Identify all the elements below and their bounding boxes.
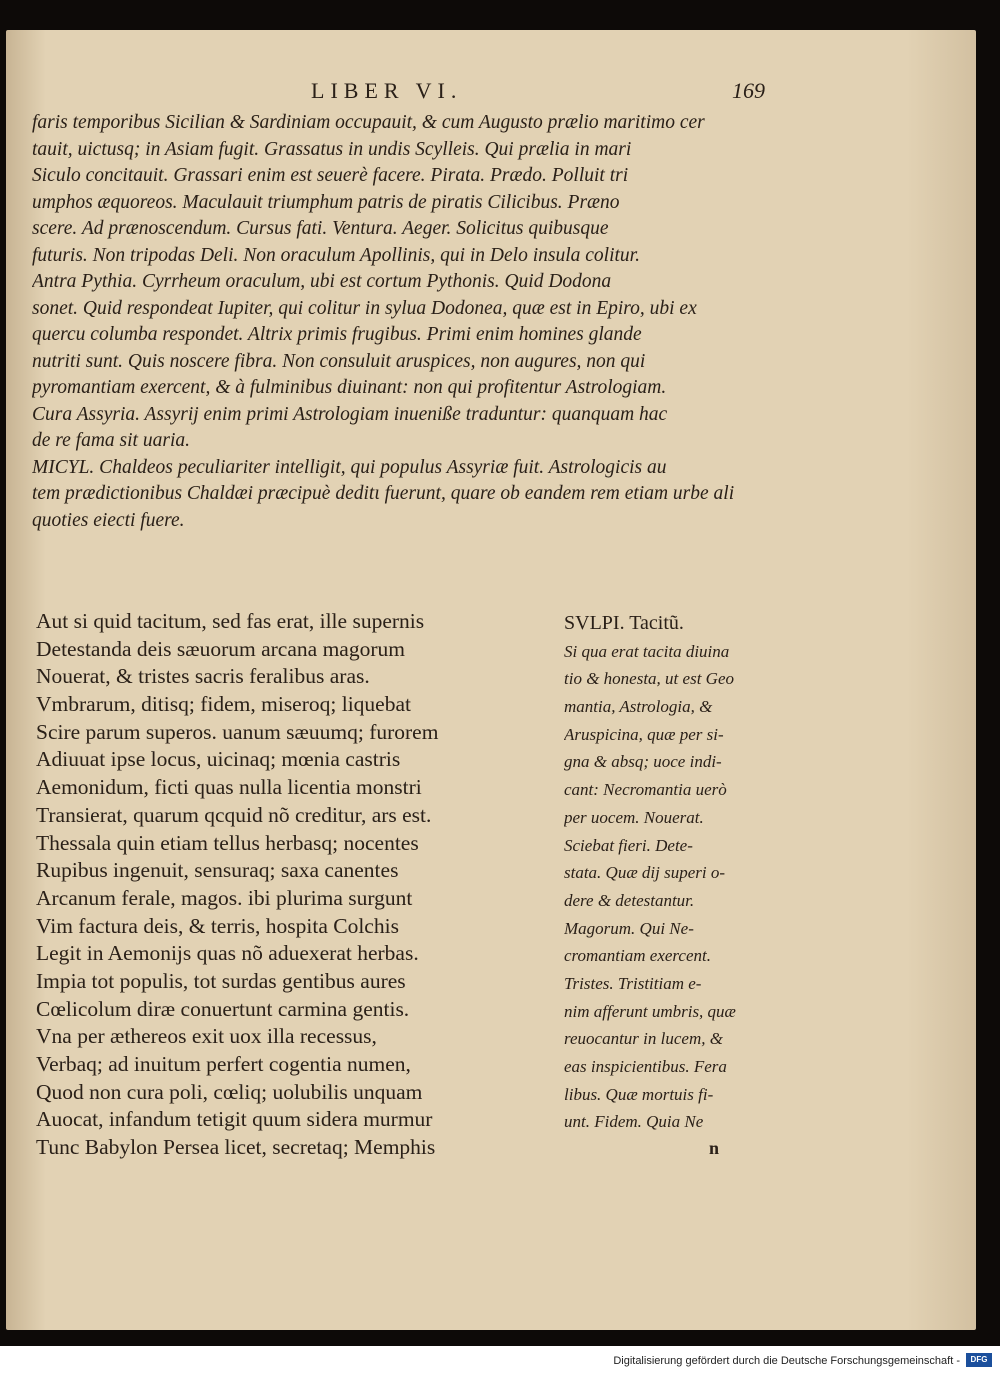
catchword: n bbox=[709, 1138, 720, 1158]
gloss-line: eas inspicientibus. Fera bbox=[564, 1057, 727, 1076]
verse-line: Vim factura deis, & terris, hospita Colchis bbox=[36, 913, 399, 938]
verse-column bbox=[36, 608, 556, 1162]
gloss-line: libus. Quæ mortuis fi- bbox=[564, 1084, 714, 1104]
commentary-block bbox=[32, 110, 782, 534]
commentary-line: Siculo concitauit. Grassari enim est seuerè facere. Pirata. Prædo. Polluit tri bbox=[32, 165, 629, 186]
gloss-line: cant: Necromantia uerò bbox=[564, 780, 727, 800]
verse-line: Vmbrarum, ditisq; fidem, miseroq; liquebat bbox=[36, 692, 411, 717]
gloss-line: Aruspicina, quæ per si- bbox=[564, 724, 724, 744]
commentary-line: futuris. Non tripodas Deli. Non oraculum Apollinis, qui in Delo insula colitur. bbox=[32, 244, 640, 266]
gloss-line: mantia, Astrologia, & bbox=[564, 697, 713, 717]
verse-line: Impia tot populis, tot surdas gentibus aures bbox=[36, 968, 406, 993]
commentary-line: umphos æquoreos. Maculauit triumphum patris de piratis Cilicibus. Præno bbox=[32, 191, 620, 213]
gloss-line: Magorum. Qui Ne- bbox=[564, 918, 694, 938]
gloss-line: stata. Quæ dij superi o- bbox=[564, 863, 726, 883]
commentary-line: nutriti sunt. Quis noscere fibra. Non consuluit aruspices, non augures, non qui bbox=[32, 350, 646, 372]
commentary-line: Cura Assyria. Assyrij enim primi Astrologiam inueniße traduntur: quanquam hac bbox=[32, 403, 668, 425]
verse-line: Nouerat, & tristes sacris feralibus aras. bbox=[36, 664, 370, 689]
dfg-logo: DFG bbox=[966, 1353, 992, 1367]
verse-line: Thessala quin etiam tellus herbasq; nocentes bbox=[36, 830, 419, 855]
commentary-line: Antra Pythia. Cyrrheum oraculum, ubi est cortum Pythonis. Quid Dodona bbox=[32, 271, 612, 292]
commentary-line: de re fama sit uaria. bbox=[32, 430, 190, 451]
verse-line: Verbaq; ad inuitum perfert cogentia numen, bbox=[36, 1052, 411, 1076]
verse-line: Aut si quid tacitum, sed fas erat, ille supernis bbox=[36, 609, 425, 633]
commentary-line: quercu columba respondet. Altrix primis frugibus. Primi enim homines glande bbox=[32, 324, 642, 345]
verse-line: Rupibus ingenuit, sensuraq; saxa canentes bbox=[36, 858, 399, 883]
gloss-line: SVLPI. Tacitũ. bbox=[564, 612, 684, 634]
footer-bar bbox=[0, 1346, 1000, 1376]
gloss-line: per uocem. Nouerat. bbox=[564, 807, 704, 827]
marginal-gloss bbox=[564, 610, 784, 1136]
verse-line: Detestanda deis sæuorum arcana magorum bbox=[36, 636, 405, 661]
gloss-line: unt. Fidem. Quia Ne bbox=[564, 1112, 704, 1132]
gloss-line: dere & detestantur. bbox=[564, 890, 695, 910]
verse-line: Adiuuat ipse locus, uicinaq; mœnia castris bbox=[36, 747, 401, 772]
gloss-line: Si qua erat tacita diuina bbox=[564, 641, 730, 661]
commentary-line: scere. Ad prænoscendum. Cursus fati. Ventura. Aeger. Solicitus quibusque bbox=[32, 218, 609, 239]
gloss-line: Tristes. Tristitiam e- bbox=[564, 973, 702, 993]
commentary-line: sonet. Quid respondeat Iupiter, qui colitur in sylua Dodonea, quæ est in Epiro, ubi ex bbox=[32, 297, 697, 319]
gloss-line: Sciebat fieri. Dete- bbox=[564, 835, 693, 855]
commentary-line: tem prædictionibus Chaldæi præcipuè deditι fuerunt, quare ob eandem rem etiam urbe ali bbox=[32, 483, 735, 504]
funding-credit: Digitalisierung gefördert durch die Deutsche Forschungsgemeinschaft - bbox=[613, 1355, 960, 1367]
gloss-line: nim afferunt umbris, quæ bbox=[564, 1001, 736, 1021]
verse-line: Tunc Babylon Persea licet, secretaq; Memphis bbox=[36, 1135, 436, 1160]
verse-line: Arcanum ferale, magos. ibi plurima surgunt bbox=[36, 885, 413, 910]
book-page bbox=[6, 30, 976, 1330]
running-title: LIBER VI. bbox=[311, 78, 463, 103]
verse-line: Legit in Aemonijs quas nõ aduexerat herbas. bbox=[36, 941, 419, 966]
gloss-line: gna & absq; uoce indi- bbox=[564, 752, 722, 772]
gloss-line: reuocantur in lucem, & bbox=[564, 1029, 723, 1049]
gloss-line: cromantiam exercent. bbox=[564, 946, 711, 966]
commentary-line: quoties eiecti fuere. bbox=[32, 509, 185, 531]
verse-line: Aemonidum, ficti quas nulla licentia monstri bbox=[36, 775, 422, 800]
verse-line: Vna per æthereos exit uox illa recessus, bbox=[36, 1024, 377, 1049]
commentary-line: faris temporibus Sicilian & Sardiniam occupauit, & cum Augusto prælio maritimo cer bbox=[32, 112, 705, 133]
folio-number: 169 bbox=[732, 78, 765, 103]
verse-line: Scire parum superos. uanum sæuumq; furorem bbox=[36, 719, 439, 744]
verse-line: Transierat, quarum qcquid nõ creditur, ars est. bbox=[36, 802, 432, 827]
verse-line: Auocat, infandum tetigit quum sidera murmur bbox=[36, 1107, 433, 1132]
commentary-line: pyromantiam exercent, & à fulminibus diuinant: non qui profitentur Astrologiam. bbox=[32, 377, 667, 398]
commentary-line: tauit, uictusq; in Asiam fugit. Grassatus in undis Scylleis. Qui prælia in mari bbox=[32, 138, 632, 160]
commentary-line: MICYL. Chaldeos peculiariter intelligit, qui populus Assyriæ fuit. Astrologicis au bbox=[32, 456, 667, 478]
gloss-line: tio & honesta, ut est Geo bbox=[564, 669, 734, 689]
verse-line: Cœlicolum diræ conuertunt carmina gentis. bbox=[36, 996, 410, 1021]
page-header bbox=[6, 78, 976, 108]
verse-line: Quod non cura poli, cœliq; uolubilis unquam bbox=[36, 1079, 423, 1104]
